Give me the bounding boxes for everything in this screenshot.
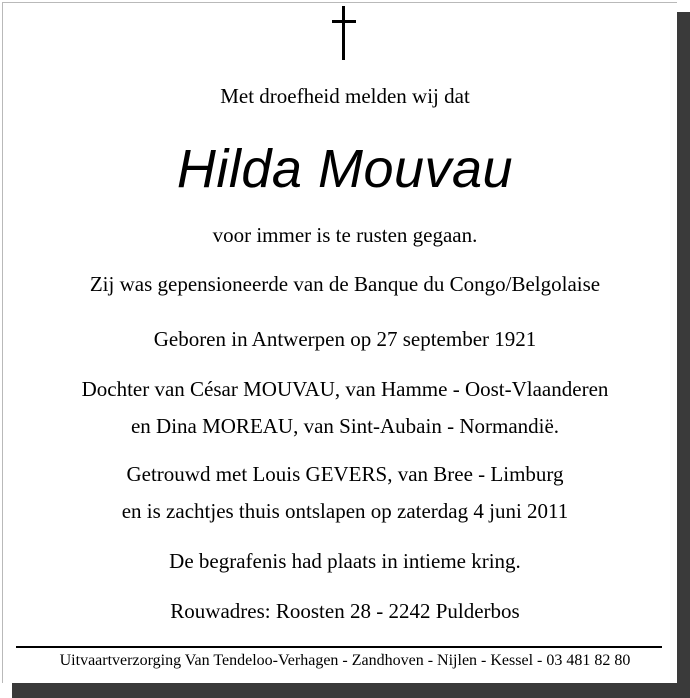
career-text: Zij was gepensioneerde van de Banque du Congo/Belgolaise [89, 272, 601, 296]
card-shadow-bottom [12, 683, 690, 698]
card-shadow-right [677, 12, 690, 698]
funeral-text: De begrafenis had plaats in intieme kring. [169, 549, 521, 573]
intro-text: Met droefheid melden wij dat [220, 84, 470, 108]
parents-line-2: en Dina MOREAU, van Sint-Aubain - Normandië. [130, 414, 560, 438]
footer-divider [16, 646, 662, 648]
undertaker-footer: Uitvaartverzorging Van Tendeloo-Verhagen - Zandhoven - Nijlen - Kessel - 03 481 82 80 [59, 652, 631, 669]
birth-text: Geboren in Antwerpen op 27 september 1921 [153, 327, 537, 351]
cross-icon [332, 6, 356, 60]
marriage-line-2: en is zachtjes thuis ontslapen op zaterdag 4 juni 2011 [121, 499, 569, 523]
parents-line-1: Dochter van César MOUVAU, van Hamme - Oost-Vlaanderen [81, 377, 609, 401]
address-text: Rouwadres: Roosten 28 - 2242 Pulderbos [170, 599, 520, 623]
deceased-name: Hilda Mouvau [176, 139, 514, 199]
marriage-line-1: Getrouwd met Louis GEVERS, van Bree - Limburg [126, 462, 564, 486]
passing-text: voor immer is te rusten gegaan. [212, 223, 478, 247]
